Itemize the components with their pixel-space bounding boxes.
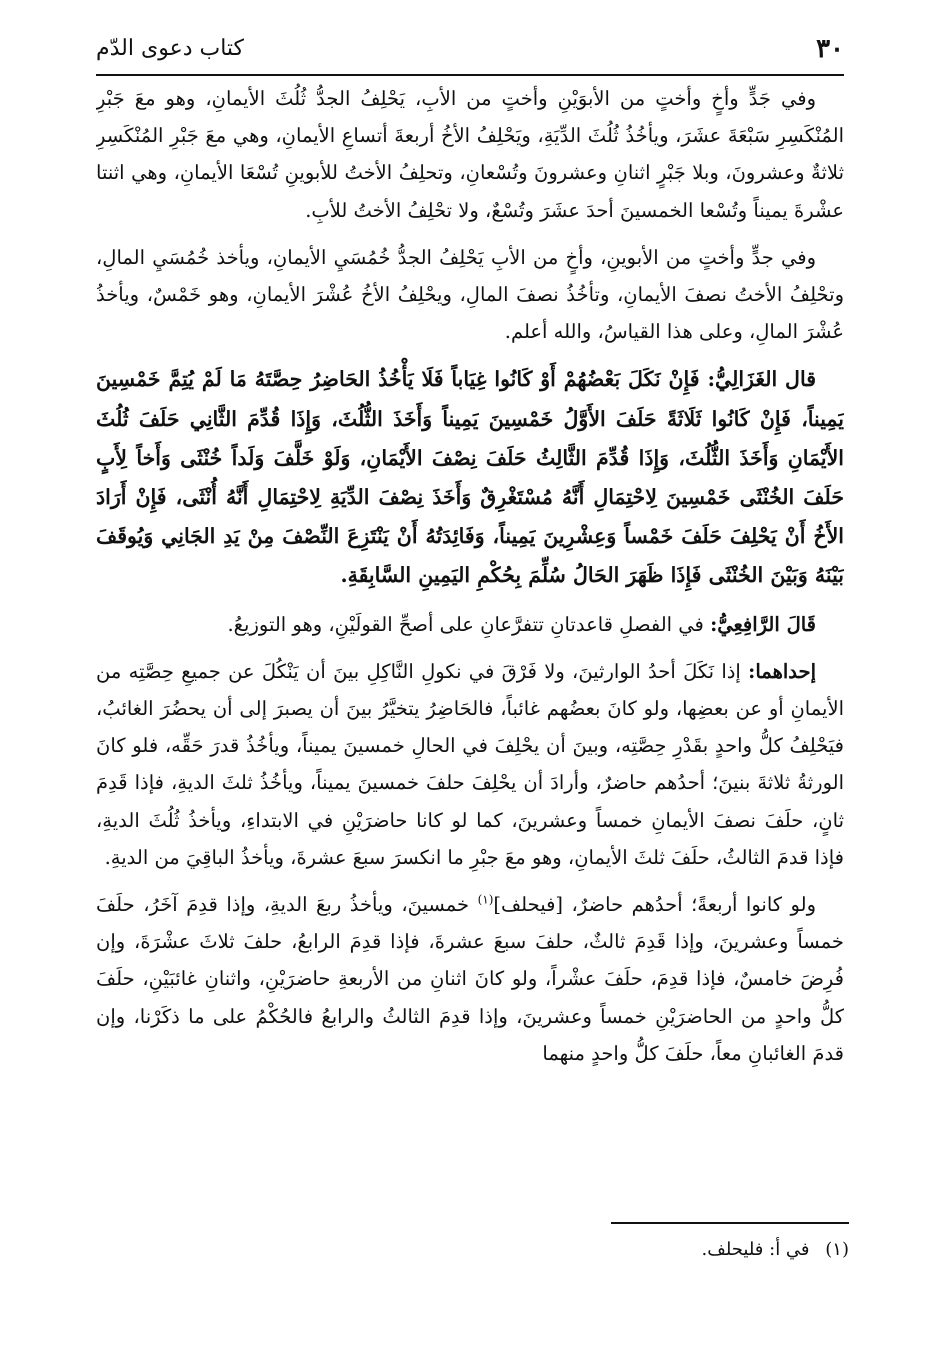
footnote [101,1236,849,1264]
rule-one-paragraph [96,653,844,876]
footnote-divider [611,1222,849,1224]
paragraph-text: إذا نَكَلَ أحدُ الوارثينَ، ولا فَرْقَ في نكولِ النَّاكِلِ بينَ أن يَنْكُلَ عن جميعِ حِصَّتِه من الأيمانِ أو عن بعضِها، ولو كانَ بعضُهم غائباً، فالحَاضِرُ يتخيَّرُ بينَ أن يصبرَ إلى أن يحضُرَ الغائبُ، فيَحْلِفُ كلُّ واحدٍ بقَدْرِ حِصَّتِه، وبينَ أن يحْلِفَ في الحالِ خمسينَ يميناً، ويأخُذُ قدرَ حَقِّه، فلو كانَ الورثةُ ثلاثةَ بنينَ؛ أحدُهم حاضرٌ، وأرادَ أن يحْلِفَ حلفَ خمسينَ يميناً، ويأخُذُ ثلثَ الديةِ، فإذا قَدِمَ ثانٍ، حلَفَ نصفَ الأيمانِ خمساً وعشرينَ، كما لو كانا حاضرَيْنِ في الابتداءِ، ويأخذُ ثُلُثَ الديةِ، فإذا قدمَ الثالثُ، حلَفَ ثلثَ الأيمانِ، وهو معَ جبْرِ ما انكسرَ سبعَ عشرةَ، ويأخذُ الباقِيَ من الديةِ. [96,659,844,869]
main-text [96,80,844,1210]
running-title: كتاب دعوى الدّم [96,36,245,61]
speaker-label: قال الغَزَالِيُّ: [707,367,817,392]
paragraph: وفي جَدٍّ وأخٍ وأختٍ من الأبوَيْنِ وأختٍ من الأبِ، يَحْلِفُ الجدُّ ثُلُثَ الأيمانِ، وهو معَ جَبْرِ المُنْكَسِرِ سَبْعَةَ عشَرَ، ويأخُذُ ثُلُثَ الدِّيَةِ، ويَحْلِفُ الأخُ أربعةَ أتساعِ الأيمانِ، وهي معَ جَبْرِ المُنْكَسِرِ ثلاثةٌ وعشرونَ، وبلا جَبْرٍ اثنانِ وعشرونَ وتُسْعانِ، وتحلِفُ الأختُ للأبوينِ تُسْعَا الأيمانِ، وهي اثنتا عشْرةَ يميناً وتُسْعا الخمسينَ أحدَ عشَرَ وتُسْعٌ، ولا تحْلِفُ الأختُ للأبِ. [96,87,844,222]
paragraph [96,886,844,1072]
rafii-commentary [96,606,844,643]
ghazali-quote [96,360,844,595]
commentary-text: في الفصلِ قاعدتانِ تتفرَّعانِ على أصحِّ القولَيْنِ، وهو التوزيعُ. [227,612,704,636]
paragraph-text: خمسينَ، ويأخذُ ربعَ الديةِ، وإذا قدِمَ آخَرُ، حلَفَ خمساً وعشرينَ، وإذا قَدِمَ ثالثٌ، حلفَ سبعَ عشرةَ، فإذا قدِمَ الرابعُ، حلفَ ثلاثَ عشْرَةَ، وإن فُرِضَ خامسٌ، فإذا قدِمَ، حلَفَ عشْراً، ولو كانَ اثنانِ من الأربعةِ حاضرَيْنِ، واثنانِ غائبَيْنِ، حلَفَ كلُّ واحدٍ من الحاضرَيْنِ خمساً وعشرينَ، وإذا قدِمَ الثالثُ والرابعُ فالحُكْمُ على ما ذكَرْنا، وإن قدمَ الغائبانِ معاً، حلَفَ كلُّ واحدٍ منهما [96,893,844,1065]
paragraph: وفي جدٍّ وأختٍ من الأبوينِ، وأخٍ من الأبِ يَحْلِفُ الجدُّ خُمُسَيِ الأيمانِ، ويأخذ خُمُسَيِ المالِ، وتحْلِفُ الأختُ نصفَ الأيمانِ، وتأخُذُ نصفَ المالِ، ويحْلِفُ الأخُ عُشْرَ الأيمانِ، وهو خَمْسٌ، ويأخذُ عُشْرَ المالِ، وعلى هذا القياسُ، والله أعلم. [96,245,844,344]
footnote-marker: (١) [825,1239,849,1260]
page-number: ٣٠ [816,34,844,64]
footnote-text: في أ: فليحلف. [701,1239,810,1260]
paragraph-text: ولو كانوا أربعةً؛ أحدُهم حاضرٌ، [فيحلف] [493,893,816,917]
quote-text: فَإِنْ نَكَلَ بَعْضُهُمْ أَوْ كَانُوا غِيَاباً فَلَا يَأْخُذُ الحَاضِرُ حِصَّتَهُ مَا لَمْ يُتِمَّ خَمْسِينَ يَمِيناً، فَإِنْ كَانُوا ثَلَاثَةً حَلَفَ الأَوَّلُ خَمْسِينَ يَمِيناً وَأَخَذَ الثُّلُثَ، وَإِذَا قُدِّمَ الثَّانِي حَلَفَ ثُلُثَ الأَيْمَانِ وَأَخَذَ الثُّلُثَ، وَإِذَا قُدِّمَ الثَّالِثُ حَلَفَ نِصْفَ الأَيْمَانِ، وَلَوْ خَلَّفَ وَلَداً خُنْثَى وَأَخاً لِأَبٍ حَلَفَ الخُنْثَى خَمْسِينَ لِاحْتِمَالِ أَنَّهُ مُسْتَغْرِقٌ وَأَخَذَ نِصْفَ الدِّيَةِ لِاحْتِمَالِ أَنَّهُ أُنْثَى، فَإِنْ أَرَادَ الأَخُ أَنْ يَحْلِفَ حَلَفَ خَمْساً وَعِشْرِينَ يَمِيناً، وَفَائِدَتُهُ أَنْ يَنْتَزِعَ النِّصْفَ مِنْ يَدِ الجَانِي وَيُوقَفَ بَيْنَهُ وَبَيْنَ الخُنْثَى فَإِذَا ظَهَرَ الحَالُ سُلِّمَ بِحُكْمِ اليَمِينِ السَّابِقَةِ. [96,367,844,588]
footnote-reference[interactable]: (١) [477,892,494,907]
page-header [96,30,844,76]
speaker-label: قَالَ الرَّافِعِيُّ: [710,612,816,636]
section-label: إحداهما: [748,659,816,683]
